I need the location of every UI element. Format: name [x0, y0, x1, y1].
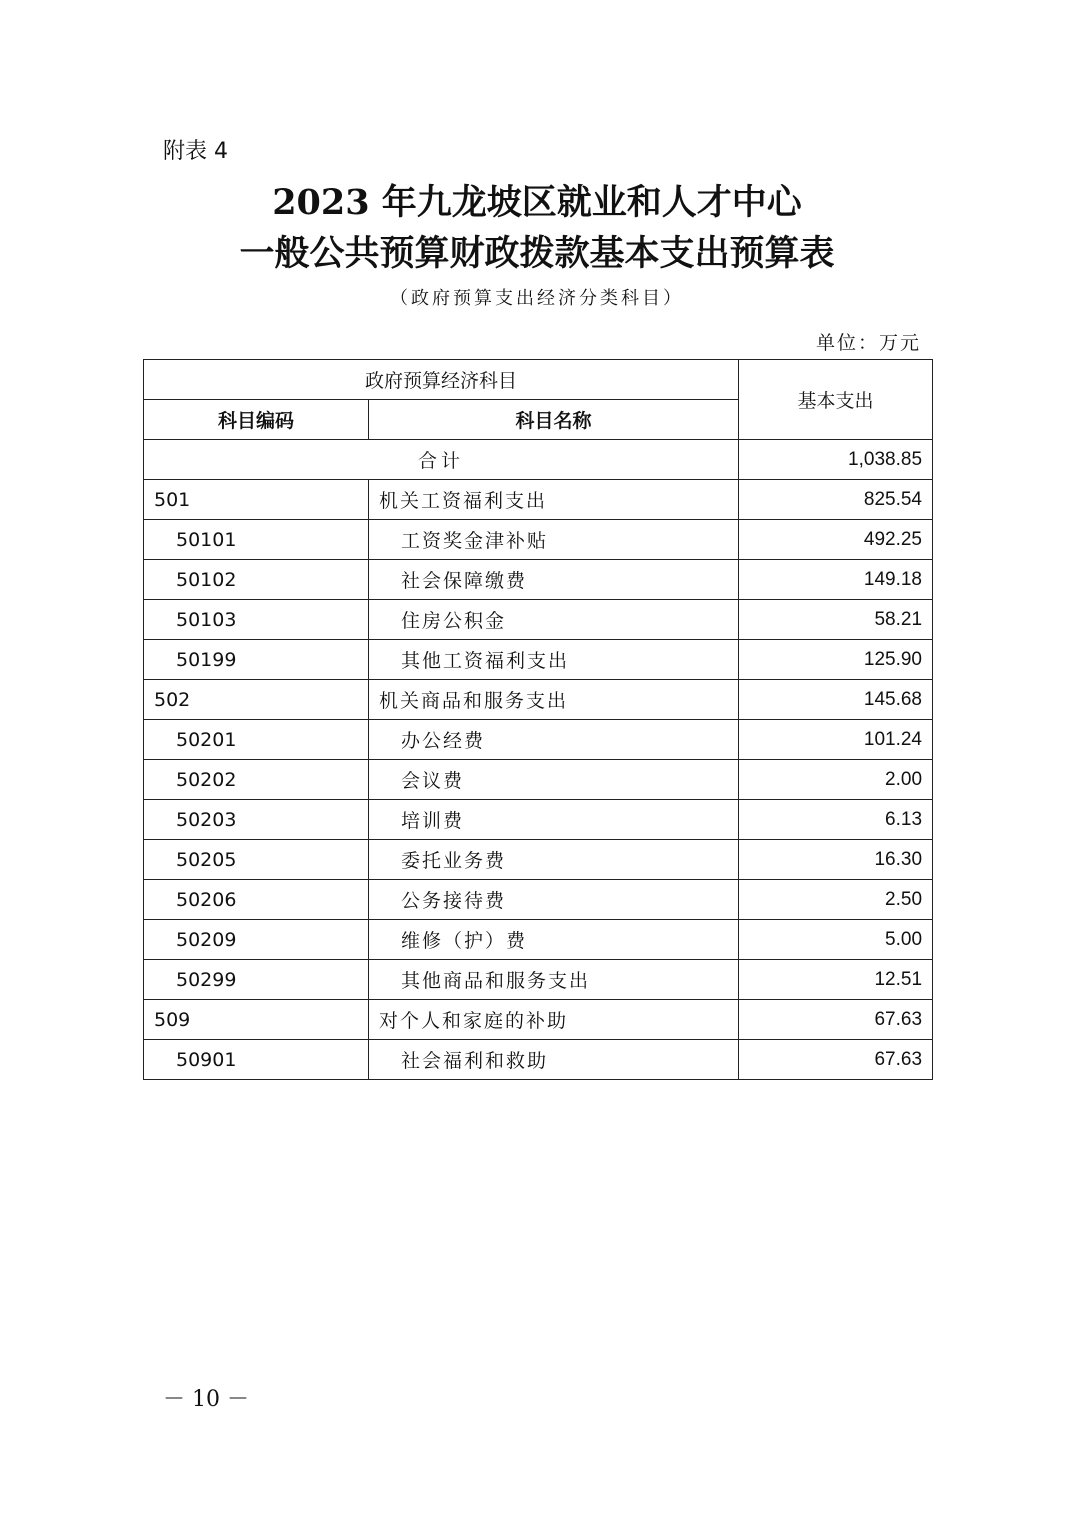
table-row — [144, 560, 933, 600]
row-code: 50103 — [144, 600, 369, 640]
row-amount: 492.25 — [739, 520, 933, 560]
row-code: 501 — [144, 480, 369, 520]
row-amount: 2.50 — [739, 880, 933, 920]
row-code: 50206 — [144, 880, 369, 920]
total-label: 合计 — [144, 440, 739, 480]
row-amount: 5.00 — [739, 920, 933, 960]
row-name: 对个人和家庭的补助 — [369, 1000, 739, 1040]
row-code: 50203 — [144, 800, 369, 840]
row-amount: 67.63 — [739, 1040, 933, 1080]
row-code: 50199 — [144, 640, 369, 680]
table-row — [144, 760, 933, 800]
table-row — [144, 800, 933, 840]
unit-label: 单位：万元 — [815, 332, 921, 354]
row-amount: 125.90 — [739, 640, 933, 680]
table-row — [144, 680, 933, 720]
table-header-row — [144, 360, 933, 400]
code-column-header: 科目编码 — [144, 400, 369, 440]
amount-column-header: 基本支出 — [739, 360, 933, 440]
row-amount: 16.30 — [739, 840, 933, 880]
row-amount: 6.13 — [739, 800, 933, 840]
total-row — [144, 440, 933, 480]
table-row — [144, 840, 933, 880]
table-row — [144, 920, 933, 960]
table-row — [144, 600, 933, 640]
table-row — [144, 880, 933, 920]
group-header: 政府预算经济科目 — [144, 360, 739, 400]
row-amount: 145.68 — [739, 680, 933, 720]
row-name: 社会福利和救助 — [369, 1040, 739, 1080]
document-subtitle: （政府预算支出经济分类科目） — [390, 288, 684, 309]
row-code: 50299 — [144, 960, 369, 1000]
document-title-line2: 一般公共预算财政拨款基本支出预算表 — [239, 233, 835, 274]
row-name: 委托业务费 — [369, 840, 739, 880]
row-code: 50202 — [144, 760, 369, 800]
row-code: 502 — [144, 680, 369, 720]
document-title-line1: 2023 年九龙坡区就业和人才中心 — [272, 182, 802, 223]
page-number: － 10 － — [163, 1387, 249, 1412]
row-code: 50209 — [144, 920, 369, 960]
table-row — [144, 1000, 933, 1040]
budget-table — [143, 359, 933, 1080]
total-amount: 1,038.85 — [739, 440, 933, 480]
row-name: 维修（护）费 — [369, 920, 739, 960]
name-column-header: 科目名称 — [369, 400, 739, 440]
row-amount: 58.21 — [739, 600, 933, 640]
annex-label: 附表 4 — [163, 139, 228, 164]
table-row — [144, 480, 933, 520]
row-amount: 149.18 — [739, 560, 933, 600]
row-name: 其他商品和服务支出 — [369, 960, 739, 1000]
row-name: 公务接待费 — [369, 880, 739, 920]
row-amount: 101.24 — [739, 720, 933, 760]
row-name: 住房公积金 — [369, 600, 739, 640]
row-amount: 2.00 — [739, 760, 933, 800]
row-code: 50901 — [144, 1040, 369, 1080]
row-name: 办公经费 — [369, 720, 739, 760]
row-name: 机关工资福利支出 — [369, 480, 739, 520]
row-code: 50101 — [144, 520, 369, 560]
table-row — [144, 720, 933, 760]
table-row — [144, 640, 933, 680]
table-row — [144, 1040, 933, 1080]
row-code: 50102 — [144, 560, 369, 600]
row-name: 机关商品和服务支出 — [369, 680, 739, 720]
table-row — [144, 960, 933, 1000]
row-name: 社会保障缴费 — [369, 560, 739, 600]
row-amount: 825.54 — [739, 480, 933, 520]
row-code: 50205 — [144, 840, 369, 880]
table-row — [144, 520, 933, 560]
row-code: 50201 — [144, 720, 369, 760]
row-name: 培训费 — [369, 800, 739, 840]
row-code: 509 — [144, 1000, 369, 1040]
row-amount: 12.51 — [739, 960, 933, 1000]
row-name: 其他工资福利支出 — [369, 640, 739, 680]
row-name: 工资奖金津补贴 — [369, 520, 739, 560]
row-name: 会议费 — [369, 760, 739, 800]
row-amount: 67.63 — [739, 1000, 933, 1040]
